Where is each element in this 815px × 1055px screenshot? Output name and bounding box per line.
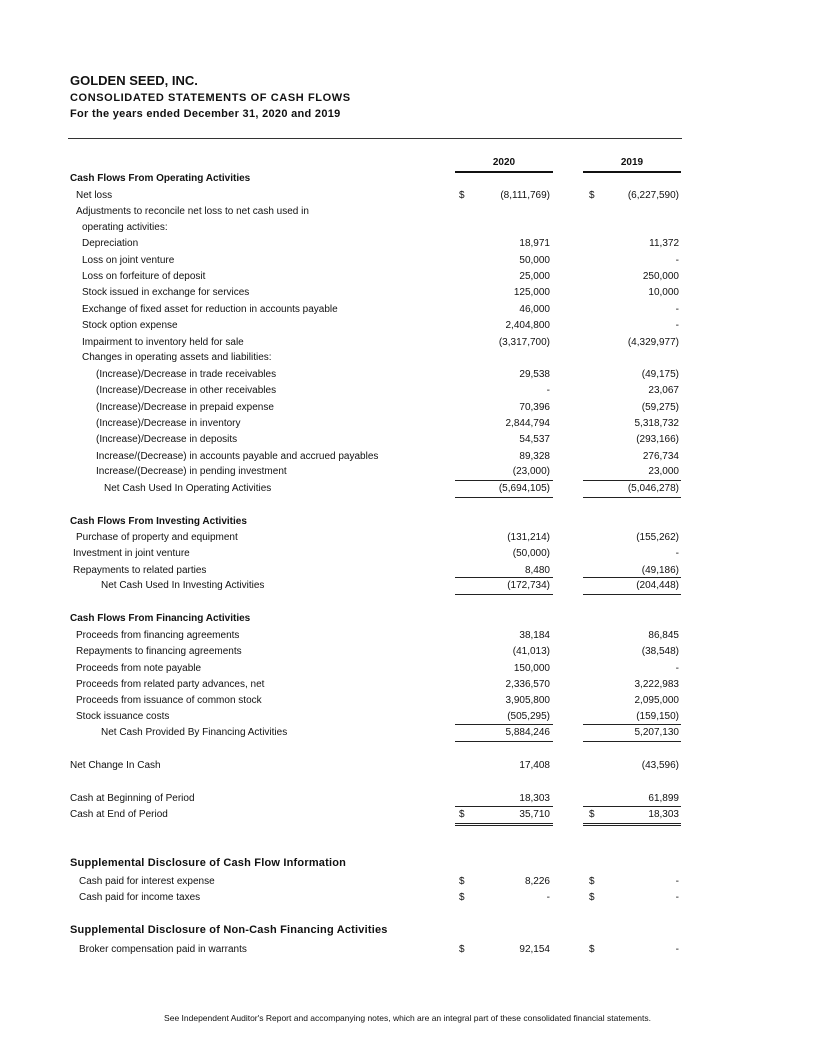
noncash-title: Supplemental Disclosure of Non-Cash Financing Activities	[70, 924, 388, 936]
investing-section-title: Cash Flows From Investing Activities	[70, 516, 247, 527]
table-row: Cash paid for interest expense $ 8,226 $ -	[79, 876, 679, 887]
grand-total-rule	[455, 823, 553, 826]
grand-total-rule	[583, 823, 681, 826]
adjustments-label-cont: operating activities:	[82, 222, 168, 233]
table-row: Stock issued in exchange for services 125,000 10,000	[82, 287, 679, 298]
column-header-2019: 2019	[620, 157, 644, 168]
total-rule	[583, 497, 681, 498]
table-row: Repayments to related parties 8,480 (49,186)	[73, 565, 679, 576]
footer-note: See Independent Auditor's Report and accompanying notes, which are an integral part of these consolidated financial statements.	[164, 1013, 651, 1023]
operating-total-row: Net Cash Used In Operating Activities (5,694,105) (5,046,278)	[104, 483, 679, 494]
investing-total-row: Net Cash Used In Investing Activities (172,734) (204,448)	[101, 580, 679, 591]
table-row: Exchange of fixed asset for reduction in accounts payable 46,000 -	[82, 304, 679, 315]
cash-beginning-row: Cash at Beginning of Period 18,303 61,899	[70, 793, 679, 804]
financing-section-title: Cash Flows From Financing Activities	[70, 613, 251, 624]
table-row: (Increase)/Decrease in trade receivables 29,538 (49,175)	[96, 369, 679, 380]
subtotal-rule	[583, 480, 681, 481]
table-row: (Increase)/Decrease in inventory 2,844,794 5,318,732	[96, 418, 679, 429]
table-row: Loss on forfeiture of deposit 25,000 250,000	[82, 271, 679, 282]
financing-total-row: Net Cash Provided By Financing Activities 5,884,246 5,207,130	[101, 727, 679, 738]
subtotal-rule	[455, 480, 553, 481]
net-change-row: Net Change In Cash 17,408 (43,596)	[70, 760, 679, 771]
total-rule	[455, 594, 553, 595]
operating-section-title: Cash Flows From Operating Activities	[70, 173, 251, 184]
table-row: (Increase)/Decrease in deposits 54,537 (293,166)	[96, 434, 679, 445]
adjustments-label: Adjustments to reconcile net loss to net cash used in	[76, 206, 309, 217]
table-row: Increase/(Decrease) in pending investment (23,000) 23,000	[96, 466, 679, 477]
table-row: Repayments to financing agreements (41,013) (38,548)	[76, 646, 679, 657]
total-rule	[455, 497, 553, 498]
table-row: Stock option expense 2,404,800 -	[82, 320, 679, 331]
column-header-2020: 2020	[492, 157, 516, 168]
table-row: Proceeds from issuance of common stock 3,905,800 2,095,000	[76, 695, 679, 706]
table-row: Depreciation 18,971 11,372	[82, 238, 679, 249]
table-row: Increase/(Decrease) in accounts payable and accrued payables 89,328 276,734	[96, 451, 679, 462]
table-row: Purchase of property and equipment (131,214) (155,262)	[76, 532, 679, 543]
table-row: Loss on joint venture 50,000 -	[82, 255, 679, 266]
total-rule	[583, 594, 681, 595]
supplemental-title: Supplemental Disclosure of Cash Flow Information	[70, 857, 347, 869]
table-row: Proceeds from note payable 150,000 -	[76, 663, 679, 674]
subtotal-rule	[583, 577, 681, 578]
table-row: (Increase)/Decrease in prepaid expense 70,396 (59,275)	[96, 402, 679, 413]
net-loss-row: Net loss $ (8,111,769) $ (6,227,590)	[76, 190, 679, 201]
table-row: (Increase)/Decrease in other receivables - 23,067	[96, 385, 679, 396]
changes-label: Changes in operating assets and liabilities:	[82, 352, 272, 363]
table-row: Proceeds from financing agreements 38,184 86,845	[76, 630, 679, 641]
table-row: Proceeds from related party advances, net 2,336,570 3,222,983	[76, 679, 679, 690]
subtotal-rule	[455, 806, 553, 807]
table-row: Broker compensation paid in warrants $ 92,154 $ -	[79, 944, 679, 955]
table-row: Cash paid for income taxes $ - $ -	[79, 892, 679, 903]
table-row: Stock issuance costs (505,295) (159,150)	[76, 711, 679, 722]
company-name: GOLDEN SEED, INC.	[70, 73, 198, 88]
statement-title: CONSOLIDATED STATEMENTS OF CASH FLOWS	[70, 92, 351, 104]
statement-period: For the years ended December 31, 2020 and 2019	[70, 108, 341, 120]
table-row: Investment in joint venture (50,000) -	[73, 548, 679, 559]
table-row: Impairment to inventory held for sale (3,317,700) (4,329,977)	[82, 337, 679, 348]
subtotal-rule	[583, 806, 681, 807]
header-rule	[68, 138, 682, 139]
subtotal-rule	[583, 724, 681, 725]
subtotal-rule	[455, 577, 553, 578]
total-rule	[583, 741, 681, 742]
total-rule	[455, 741, 553, 742]
subtotal-rule	[455, 724, 553, 725]
cash-end-row: Cash at End of Period $ 35,710 $ 18,303	[70, 809, 679, 820]
